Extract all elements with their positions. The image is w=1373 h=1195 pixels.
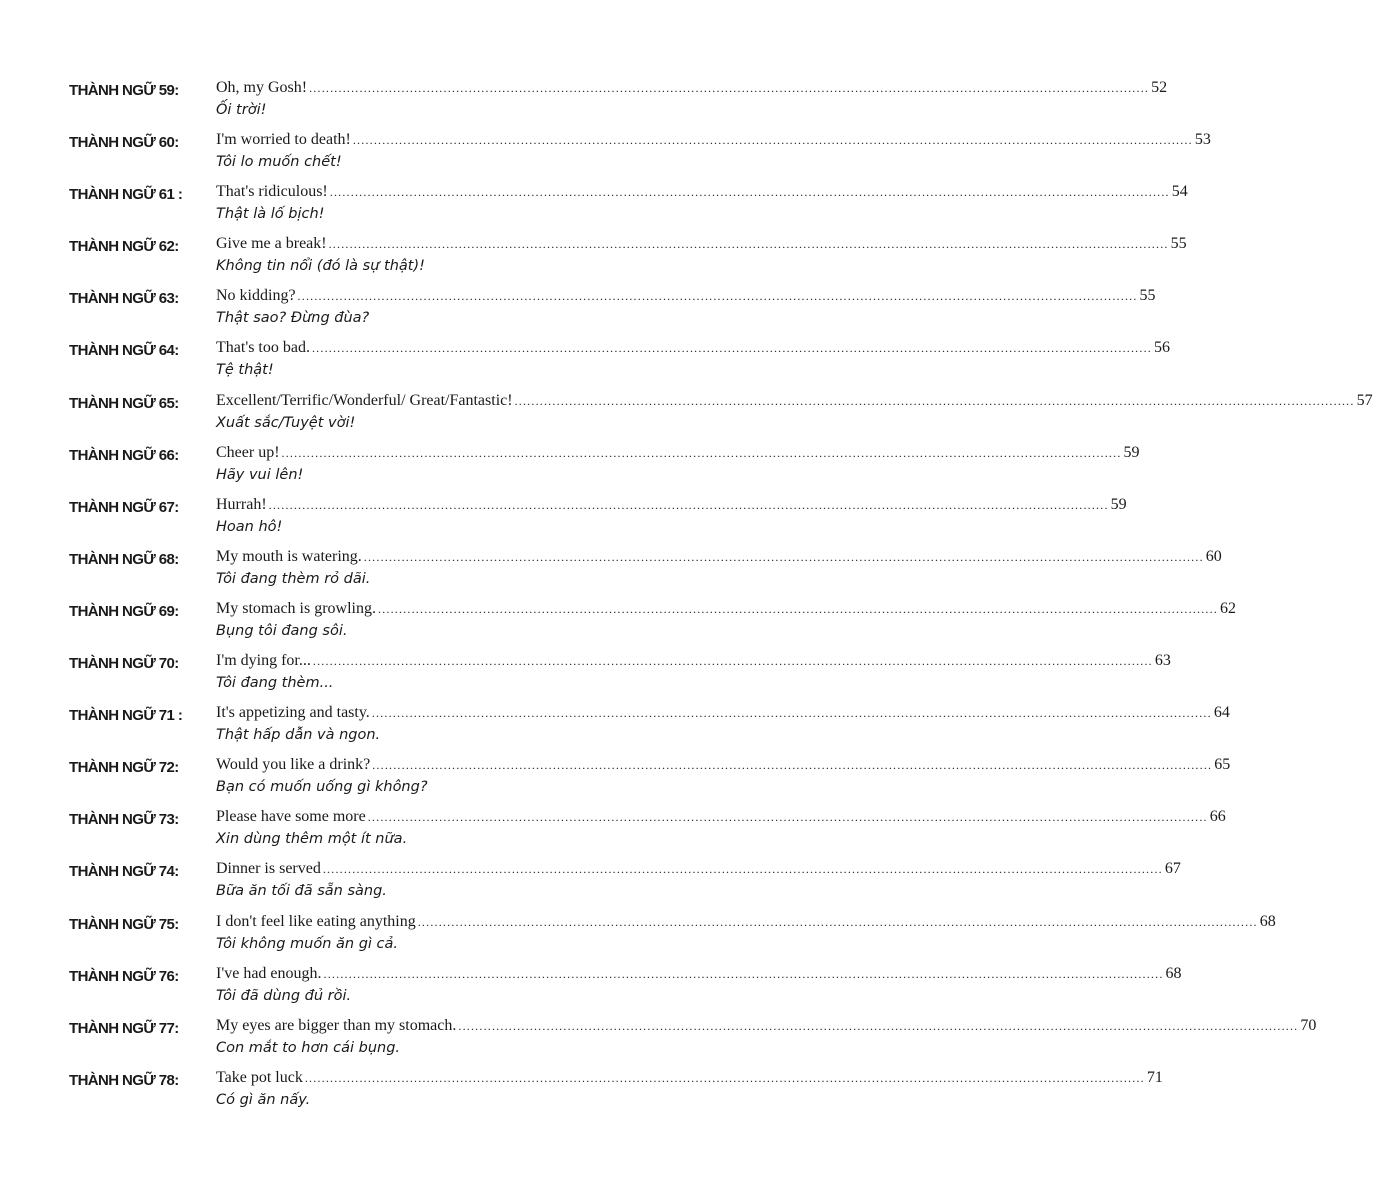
vietnamese-translation: Xuất sắc/Tuyệt vời!: [216, 414, 356, 431]
dot-leader: ........................................................................................................................................................................................................: [378, 601, 1218, 616]
idiom-number-label: THÀNH NGỮ 75:: [69, 915, 179, 933]
page-number: 67: [1164, 860, 1181, 878]
english-phrase: That's ridiculous!: [216, 183, 328, 201]
english-phrase: Take pot luck: [216, 1068, 303, 1086]
vietnamese-translation: Xin dùng thêm một ít nữa.: [216, 831, 408, 848]
english-line: [216, 1016, 1317, 1035]
page-number: 60: [1205, 547, 1222, 565]
dot-leader: ........................................................................................................................................................................................................: [281, 445, 1122, 460]
dot-leader: ........................................................................................................................................................................................................: [372, 758, 1213, 773]
toc-entry: [0, 754, 1231, 806]
vietnamese-translation: Tôi đang thèm...: [216, 675, 334, 692]
dot-leader: ........................................................................................................................................................................................................: [367, 810, 1208, 825]
idiom-number-label: THÀNH NGỮ 65:: [69, 394, 179, 412]
idiom-number-label: THÀNH NGỮ 70:: [69, 655, 179, 673]
page-number: 55: [1139, 287, 1156, 305]
toc-entry: [0, 442, 1140, 494]
english-line: [216, 287, 1156, 305]
toc-entry: [0, 181, 1188, 233]
page-number: 68: [1165, 964, 1182, 982]
vietnamese-translation: Ối trời!: [216, 102, 267, 118]
toc-entry: [0, 337, 1170, 389]
idiom-number-label: THÀNH NGỮ 77:: [69, 1019, 179, 1037]
page-number: 59: [1110, 495, 1127, 513]
page-number: 63: [1154, 652, 1171, 670]
english-line: [216, 1068, 1163, 1087]
dot-leader: ........................................................................................................................................................................................................: [297, 289, 1138, 304]
english-line: [216, 547, 1222, 566]
english-phrase: I've had enough.: [216, 964, 322, 982]
dot-leader: ........................................................................................................................................................................................................: [458, 1018, 1299, 1033]
page-number: 70: [1300, 1016, 1317, 1034]
vietnamese-translation: Thật là lố bịch!: [216, 206, 325, 223]
english-line: [216, 912, 1276, 931]
dot-leader: ........................................................................................................................................................................................................: [309, 81, 1150, 95]
english-line: [216, 495, 1127, 514]
toc-entry: [0, 1015, 1317, 1067]
toc-entry: [0, 129, 1211, 181]
dot-leader: ........................................................................................................................................................................................................: [304, 1070, 1145, 1085]
english-phrase: Give me a break!: [216, 235, 327, 253]
toc-entry: [0, 650, 1171, 702]
vietnamese-translation: Bữa ăn tối đã sẵn sàng.: [216, 883, 387, 900]
vietnamese-translation: Thật hấp dẫn và ngon.: [216, 727, 381, 744]
english-line: [216, 339, 1170, 357]
toc-entry: [0, 1067, 1163, 1119]
vietnamese-translation: Thật sao? Đừng đùa?: [216, 310, 370, 327]
page-number: 65: [1214, 756, 1231, 774]
english-phrase: Excellent/Terrific/Wonderful/ Great/Fantastic!: [216, 391, 513, 409]
english-phrase: Dinner is served: [216, 860, 321, 878]
vietnamese-translation: Bạn có muốn uống gì không?: [216, 779, 428, 796]
toc-entry: [0, 963, 1182, 1015]
page-number: 68: [1259, 912, 1276, 930]
table-of-contents: [0, 77, 1373, 1119]
page-number: 64: [1213, 704, 1230, 722]
vietnamese-translation: Tệ thật!: [216, 362, 274, 379]
vietnamese-translation: Tôi không muốn ăn gì cả.: [216, 935, 399, 952]
toc-entry: [0, 598, 1236, 650]
toc-entry: [0, 390, 1373, 442]
english-line: [216, 183, 1188, 201]
idiom-number-label: THÀNH NGỮ 59:: [69, 82, 179, 99]
english-line: [216, 652, 1171, 670]
idiom-number-label: THÀNH NGỮ 72:: [69, 759, 179, 777]
english-phrase: I don't feel like eating anything: [216, 912, 416, 930]
dot-leader: ........................................................................................................................................................................................................: [322, 862, 1163, 877]
english-phrase: Oh, my Gosh!: [216, 79, 308, 96]
toc-entry: [0, 494, 1127, 546]
english-line: [216, 808, 1226, 826]
english-line: [216, 964, 1182, 983]
idiom-number-label: THÀNH NGỮ 68:: [69, 550, 179, 568]
vietnamese-translation: Tôi đã dùng đủ rồi.: [216, 987, 352, 1004]
idiom-number-label: THÀNH NGỮ 78:: [69, 1071, 179, 1089]
dot-leader: ........................................................................................................................................................................................................: [417, 914, 1258, 929]
english-line: [216, 756, 1231, 774]
english-line: [216, 131, 1211, 149]
english-phrase: Would you like a drink?: [216, 756, 371, 774]
english-line: [216, 860, 1181, 878]
dot-leader: ........................................................................................................................................................................................................: [514, 393, 1355, 408]
dot-leader: ........................................................................................................................................................................................................: [328, 237, 1169, 252]
english-line: [216, 599, 1236, 618]
idiom-number-label: THÀNH NGỮ 64:: [69, 342, 179, 360]
dot-leader: ........................................................................................................................................................................................................: [323, 966, 1164, 981]
page-number: 71: [1146, 1068, 1163, 1086]
page-number: 62: [1220, 599, 1236, 617]
idiom-number-label: THÀNH NGỮ 66:: [69, 446, 179, 464]
toc-entry: [0, 546, 1222, 598]
page-number: 56: [1153, 339, 1170, 357]
page-number: 55: [1170, 235, 1187, 253]
english-phrase: My mouth is watering.: [216, 547, 362, 565]
english-phrase: Please have some more: [216, 808, 366, 826]
vietnamese-translation: Tôi đang thèm rỏ dãi.: [216, 570, 371, 587]
idiom-number-label: THÀNH NGỮ 76:: [69, 967, 179, 985]
toc-entry: [0, 858, 1181, 910]
dot-leader: ........................................................................................................................................................................................................: [268, 497, 1109, 512]
idiom-number-label: THÀNH NGỮ 73:: [69, 811, 179, 829]
vietnamese-translation: Con mắt to hơn cái bụng.: [216, 1039, 401, 1056]
vietnamese-translation: Hãy vui lên!: [216, 466, 304, 483]
idiom-number-label: THÀNH NGỮ 67:: [69, 498, 179, 516]
vietnamese-translation: Bụng tôi đang sôi.: [216, 622, 348, 639]
english-phrase: Hurrah!: [216, 495, 267, 513]
page-number: 53: [1194, 131, 1211, 149]
dot-leader: ........................................................................................................................................................................................................: [363, 549, 1204, 564]
toc-entry: [0, 911, 1276, 963]
toc-entry: [0, 285, 1156, 337]
vietnamese-translation: Không tin nổi (đó là sự thật)!: [216, 258, 425, 275]
dot-leader: ........................................................................................................................................................................................................: [352, 133, 1193, 148]
idiom-number-label: THÀNH NGỮ 61 :: [69, 186, 183, 204]
dot-leader: ........................................................................................................................................................................................................: [329, 185, 1170, 200]
english-phrase: That's too bad.: [216, 339, 310, 357]
english-phrase: My stomach is growling.: [216, 599, 376, 617]
dot-leader: ........................................................................................................................................................................................................: [311, 341, 1152, 356]
english-phrase: I'm worried to death!: [216, 131, 351, 149]
idiom-number-label: THÀNH NGỮ 62:: [69, 238, 179, 256]
english-phrase: My eyes are bigger than my stomach.: [216, 1016, 457, 1034]
page-number: 52: [1151, 79, 1168, 96]
idiom-number-label: THÀNH NGỮ 74:: [69, 863, 179, 881]
english-line: [216, 704, 1230, 722]
page-number: 57: [1356, 391, 1373, 409]
idiom-number-label: THÀNH NGỮ 60:: [69, 134, 179, 152]
idiom-number-label: THÀNH NGỮ 71 :: [69, 707, 183, 725]
page-number: 54: [1171, 183, 1188, 201]
idiom-number-label: THÀNH NGỮ 63:: [69, 290, 179, 308]
english-line: [216, 235, 1187, 253]
english-phrase: No kidding?: [216, 287, 296, 305]
toc-entry: [0, 806, 1226, 858]
english-phrase: I'm dying for...: [216, 652, 311, 670]
english-line: [216, 79, 1168, 97]
vietnamese-translation: Hoan hô!: [216, 518, 283, 535]
toc-entry: [0, 702, 1230, 754]
dot-leader: ........................................................................................................................................................................................................: [312, 654, 1153, 669]
toc-entry: [0, 77, 1168, 129]
vietnamese-translation: Có gì ăn nấy.: [216, 1091, 311, 1108]
page-number: 59: [1123, 443, 1140, 461]
idiom-number-label: THÀNH NGỮ 69:: [69, 602, 179, 620]
english-line: [216, 443, 1140, 462]
vietnamese-translation: Tôi lo muốn chết!: [216, 154, 342, 171]
page-number: 66: [1209, 808, 1226, 826]
english-phrase: It's appetizing and tasty.: [216, 704, 370, 722]
english-line: [216, 391, 1373, 410]
dot-leader: ........................................................................................................................................................................................................: [371, 706, 1212, 721]
toc-entry: [0, 233, 1187, 285]
english-phrase: Cheer up!: [216, 443, 280, 461]
